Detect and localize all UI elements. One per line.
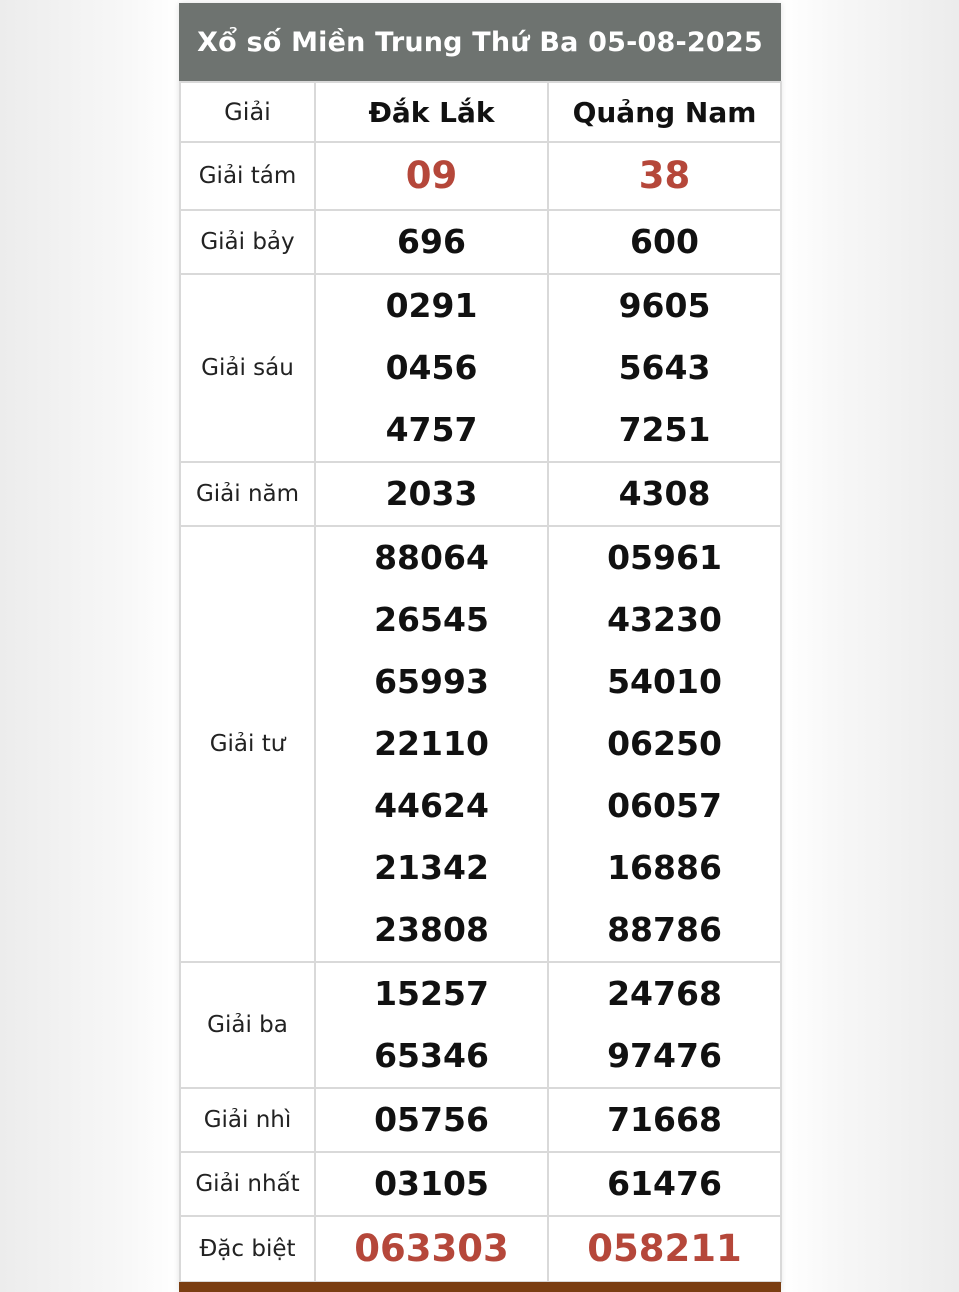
prize-number: 21342	[374, 848, 489, 887]
prize-cell-dak-lak	[315, 210, 548, 274]
prize-number: 2033	[385, 474, 478, 513]
header-province-quang-nam: Quảng Nam	[548, 82, 781, 142]
prize-number: 38	[638, 154, 691, 197]
prize-row	[180, 210, 781, 274]
results-sheet	[179, 3, 781, 1292]
prize-number: 063303	[354, 1227, 509, 1270]
prize-number: 0291	[385, 286, 478, 325]
prize-number: 16886	[607, 848, 722, 887]
prize-number: 23808	[374, 910, 489, 949]
prize-label: Giải năm	[180, 462, 315, 526]
prize-cell-dak-lak	[315, 274, 548, 462]
prize-row	[180, 526, 781, 962]
prize-number: 97476	[607, 1036, 722, 1075]
prize-number: 4757	[385, 410, 478, 449]
prize-number: 4308	[618, 474, 711, 513]
prize-number: 24768	[607, 974, 722, 1013]
prize-cell-quang-nam	[548, 1216, 781, 1282]
prize-number: 71668	[607, 1100, 722, 1139]
prize-number: 54010	[607, 662, 722, 701]
prize-number: 22110	[374, 724, 489, 763]
prize-rows	[180, 142, 781, 1282]
prize-cell-quang-nam	[548, 142, 781, 210]
prize-label: Giải nhì	[180, 1088, 315, 1152]
prize-number: 44624	[374, 786, 489, 825]
prize-row	[180, 1088, 781, 1152]
prize-number: 9605	[618, 286, 711, 325]
prize-cell-quang-nam	[548, 526, 781, 962]
prize-number: 600	[630, 222, 699, 261]
prize-cell-quang-nam	[548, 210, 781, 274]
footer-bar	[179, 1282, 781, 1292]
prize-cell-dak-lak	[315, 1216, 548, 1282]
prize-number: 06057	[607, 786, 722, 825]
prize-cell-quang-nam	[548, 1152, 781, 1216]
prize-number: 7251	[618, 410, 711, 449]
prize-number: 03105	[374, 1164, 489, 1203]
prize-row	[180, 962, 781, 1088]
prize-number: 696	[397, 222, 466, 261]
prize-cell-dak-lak	[315, 526, 548, 962]
prize-cell-dak-lak	[315, 962, 548, 1088]
prize-label: Giải bảy	[180, 210, 315, 274]
prize-number: 058211	[587, 1227, 742, 1270]
prize-row	[180, 1216, 781, 1282]
prize-label: Giải nhất	[180, 1152, 315, 1216]
prize-number: 09	[405, 154, 458, 197]
prize-cell-quang-nam	[548, 462, 781, 526]
prize-number: 43230	[607, 600, 722, 639]
prize-label: Giải ba	[180, 962, 315, 1088]
prize-label: Giải tư	[180, 526, 315, 962]
prize-cell-quang-nam	[548, 962, 781, 1088]
prize-number: 05961	[607, 538, 722, 577]
prize-cell-quang-nam	[548, 274, 781, 462]
prize-cell-dak-lak	[315, 1088, 548, 1152]
prize-number: 88064	[374, 538, 489, 577]
prize-number: 65346	[374, 1036, 489, 1075]
prize-cell-dak-lak	[315, 1152, 548, 1216]
prize-cell-dak-lak	[315, 142, 548, 210]
prize-label: Đặc biệt	[180, 1216, 315, 1282]
prize-label: Giải sáu	[180, 274, 315, 462]
header-row	[180, 82, 781, 142]
header-prize-label: Giải	[180, 82, 315, 142]
header-province-dak-lak: Đắk Lắk	[315, 82, 548, 142]
prize-row	[180, 142, 781, 210]
prize-number: 06250	[607, 724, 722, 763]
prize-row	[180, 274, 781, 462]
results-table	[179, 81, 782, 1283]
prize-number: 15257	[374, 974, 489, 1013]
prize-number: 05756	[374, 1100, 489, 1139]
prize-row	[180, 462, 781, 526]
prize-number: 5643	[618, 348, 711, 387]
prize-cell-dak-lak	[315, 462, 548, 526]
prize-number: 26545	[374, 600, 489, 639]
prize-cell-quang-nam	[548, 1088, 781, 1152]
prize-number: 65993	[374, 662, 489, 701]
prize-row	[180, 1152, 781, 1216]
prize-number: 0456	[385, 348, 478, 387]
page-title: Xổ số Miền Trung Thứ Ba 05-08-2025	[179, 3, 781, 81]
prize-number: 88786	[607, 910, 722, 949]
prize-label: Giải tám	[180, 142, 315, 210]
prize-number: 61476	[607, 1164, 722, 1203]
